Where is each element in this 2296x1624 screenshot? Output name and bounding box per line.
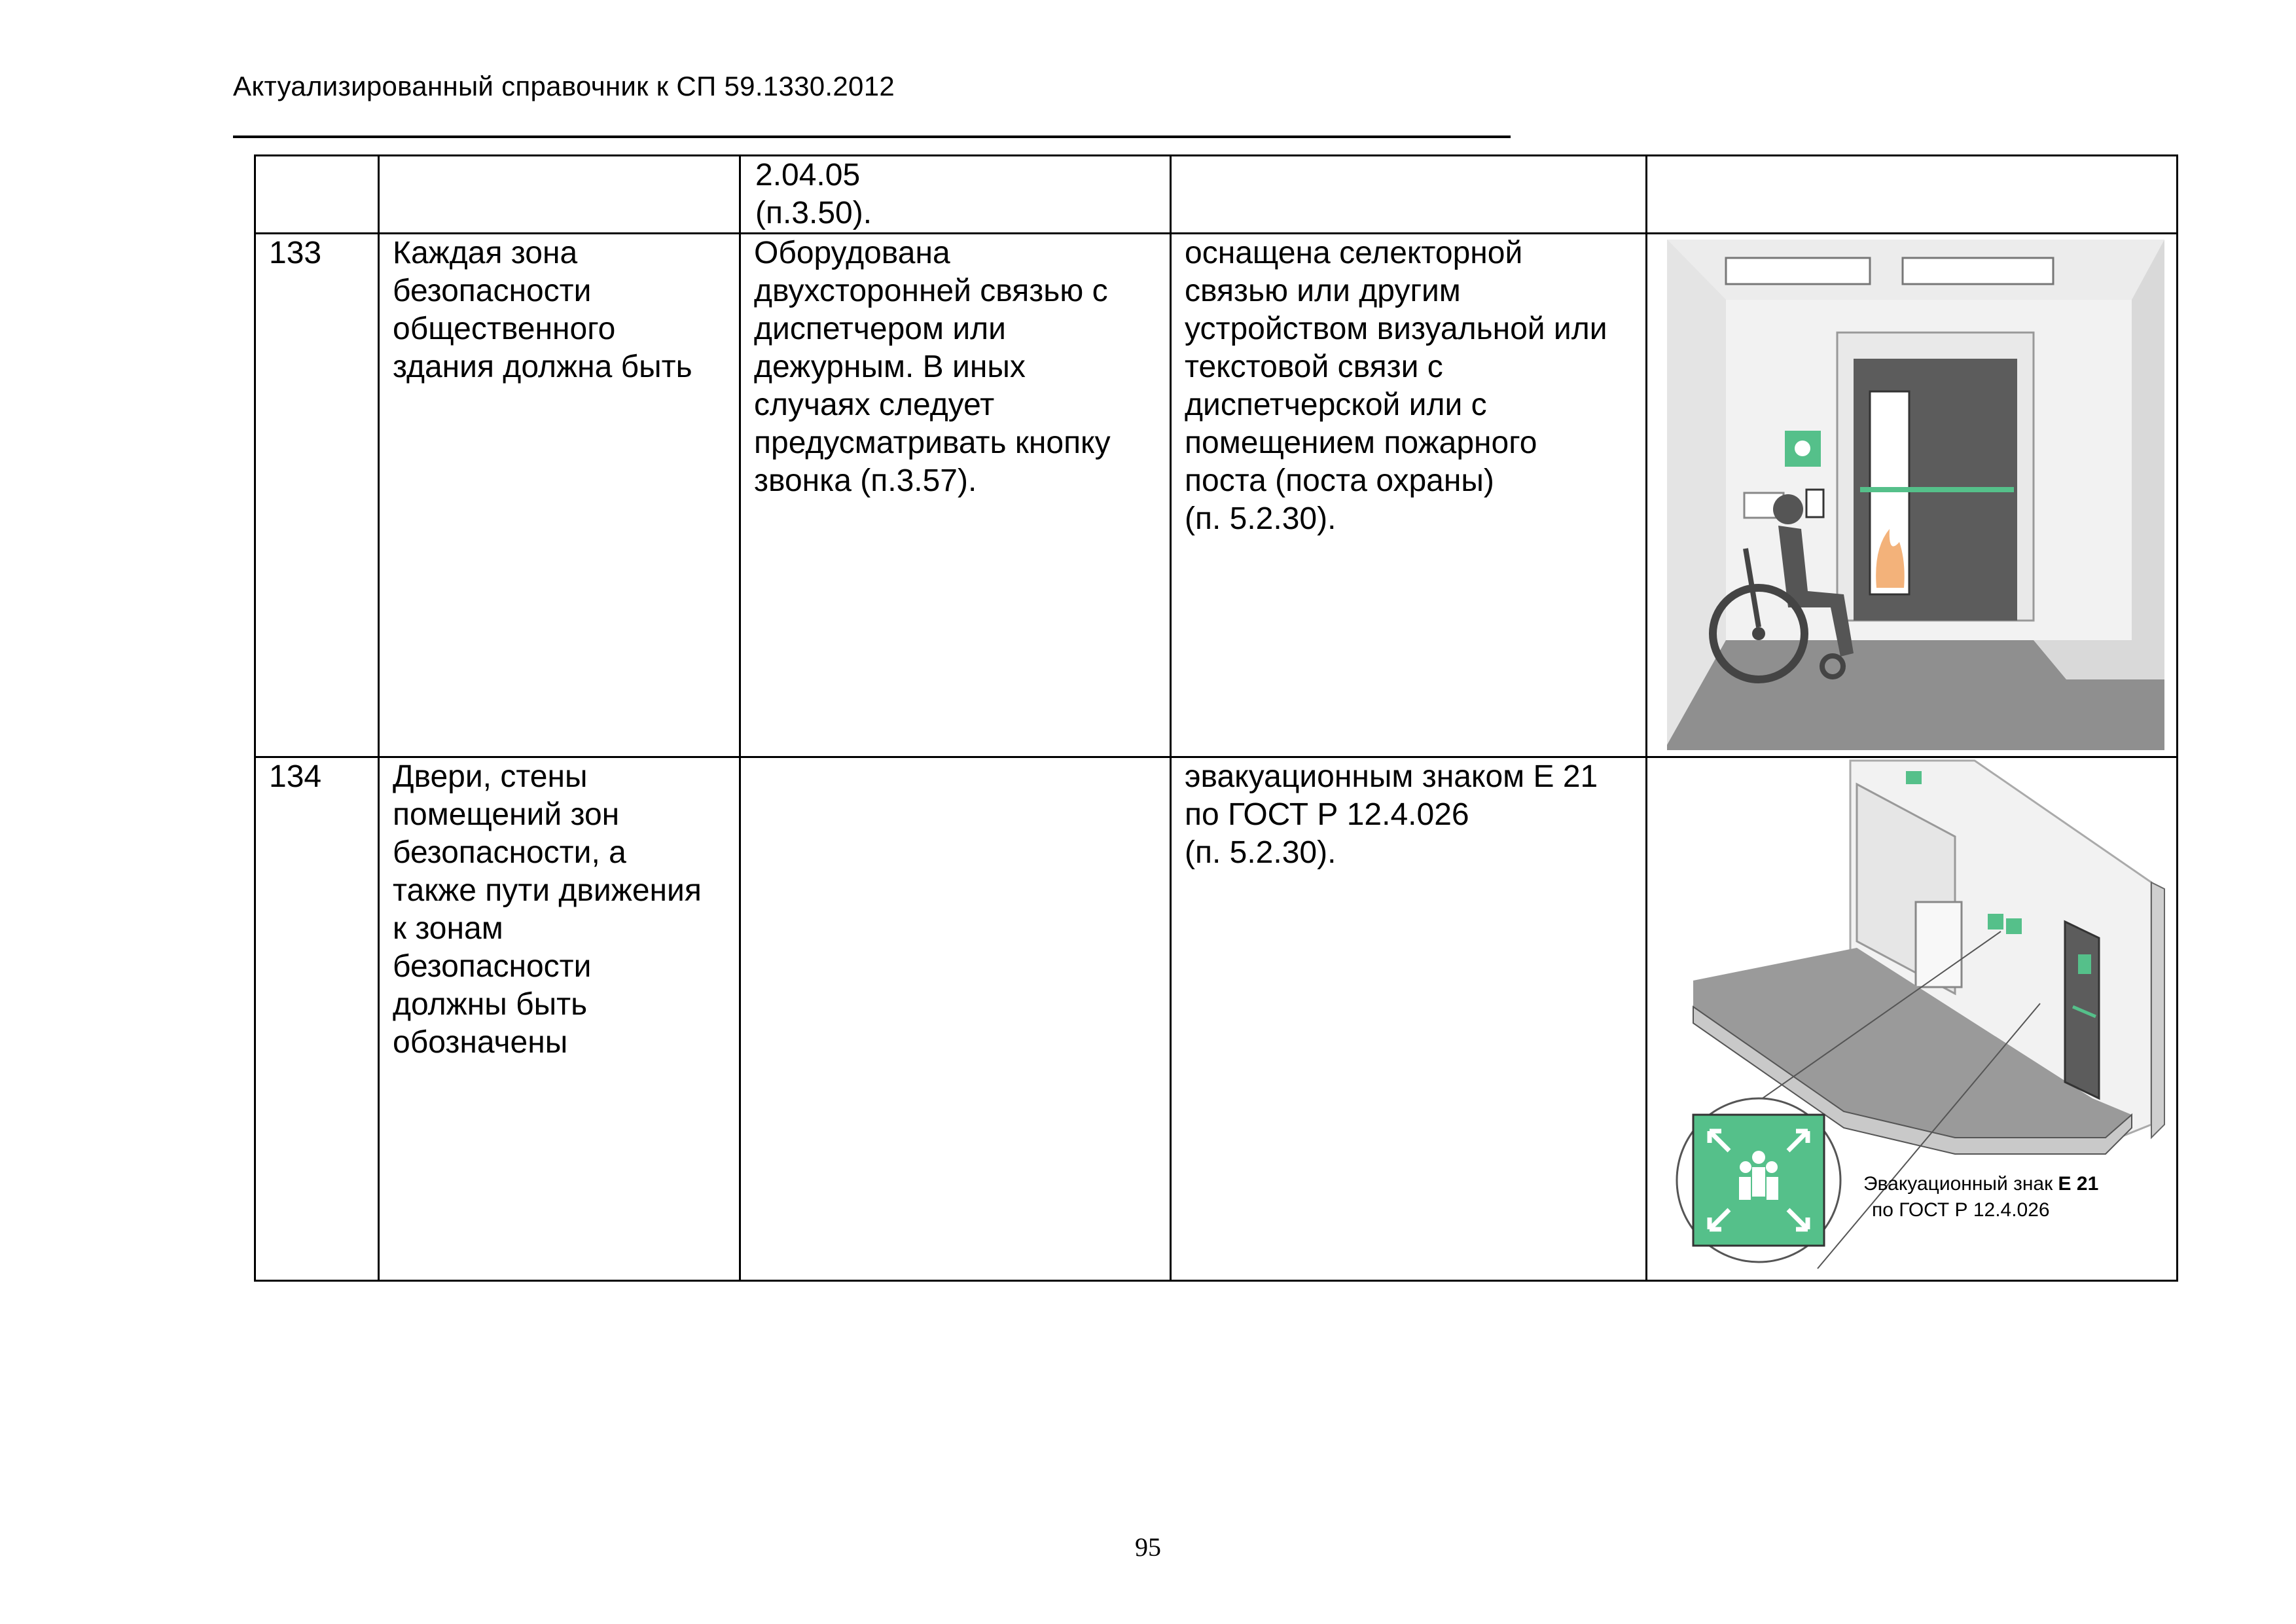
cell-illustration xyxy=(1647,234,2178,757)
exit-sign-icon xyxy=(2006,918,2022,934)
cell-snip xyxy=(740,757,1171,1281)
cell-num xyxy=(255,757,379,1281)
sp-text: эвакуационным знаком Е 21 по ГОСТ Р 12.4.026 (п. 5.2.30). xyxy=(1185,759,1598,870)
exit-sign-icon xyxy=(1906,771,1922,784)
row-number: 134 xyxy=(269,759,322,794)
sp-text: оснащена селекторной связью или другим устройством визуальной или текстовой связи с диспетчерской или с помещением пожарного поста (поста охраны) (п. 5.2.30). xyxy=(1185,236,1607,536)
sign-caption-line1: Эвакуационный знак Е 21 xyxy=(1863,1173,2099,1195)
cell-sp xyxy=(1171,234,1647,757)
cell-num xyxy=(255,234,379,757)
snip-text: 2.04.05 (п.3.50). xyxy=(755,158,872,230)
wheelchair-safety-zone-illustration xyxy=(1647,234,2176,756)
cell-num xyxy=(255,156,379,234)
cell-requirement xyxy=(379,757,740,1281)
snip-text: Оборудована двухсторонней связью с диспетчером или дежурным. В иных случаях следует предусматривать кнопку звонка (п.3.57). xyxy=(754,236,1111,498)
cell-illustration xyxy=(1647,156,2178,234)
cell-requirement xyxy=(379,156,740,234)
requirements-table xyxy=(254,154,2178,1282)
sign-caption-line2: по ГОСТ Р 12.4.026 xyxy=(1872,1199,2050,1221)
row-number: 133 xyxy=(269,236,322,270)
cell-snip xyxy=(740,234,1171,757)
cell-snip xyxy=(740,156,1171,234)
table-row xyxy=(255,757,2178,1281)
document-header-title: Актуализированный справочник к СП 59.1330.2012 xyxy=(233,71,895,101)
requirement-text: Каждая зона безопасности общественного здания должна быть xyxy=(393,236,692,384)
cell-illustration xyxy=(1647,757,2178,1281)
exit-sign-icon xyxy=(1988,914,2003,929)
header-rule xyxy=(233,135,1511,138)
cell-requirement xyxy=(379,234,740,757)
evacuation-sign-e21-icon xyxy=(1693,1115,1824,1246)
table-row xyxy=(255,234,2178,757)
evacuation-sign-illustration xyxy=(1647,758,2176,1280)
table-row xyxy=(255,156,2178,234)
call-button-icon xyxy=(1806,490,1823,517)
requirement-text: Двери, стены помещений зон безопасности, а также пути движения к зонам безопасности должны быть обозначены xyxy=(393,759,702,1060)
cell-sp xyxy=(1171,156,1647,234)
cell-sp xyxy=(1171,757,1647,1281)
page-number: 95 xyxy=(1135,1532,1161,1562)
